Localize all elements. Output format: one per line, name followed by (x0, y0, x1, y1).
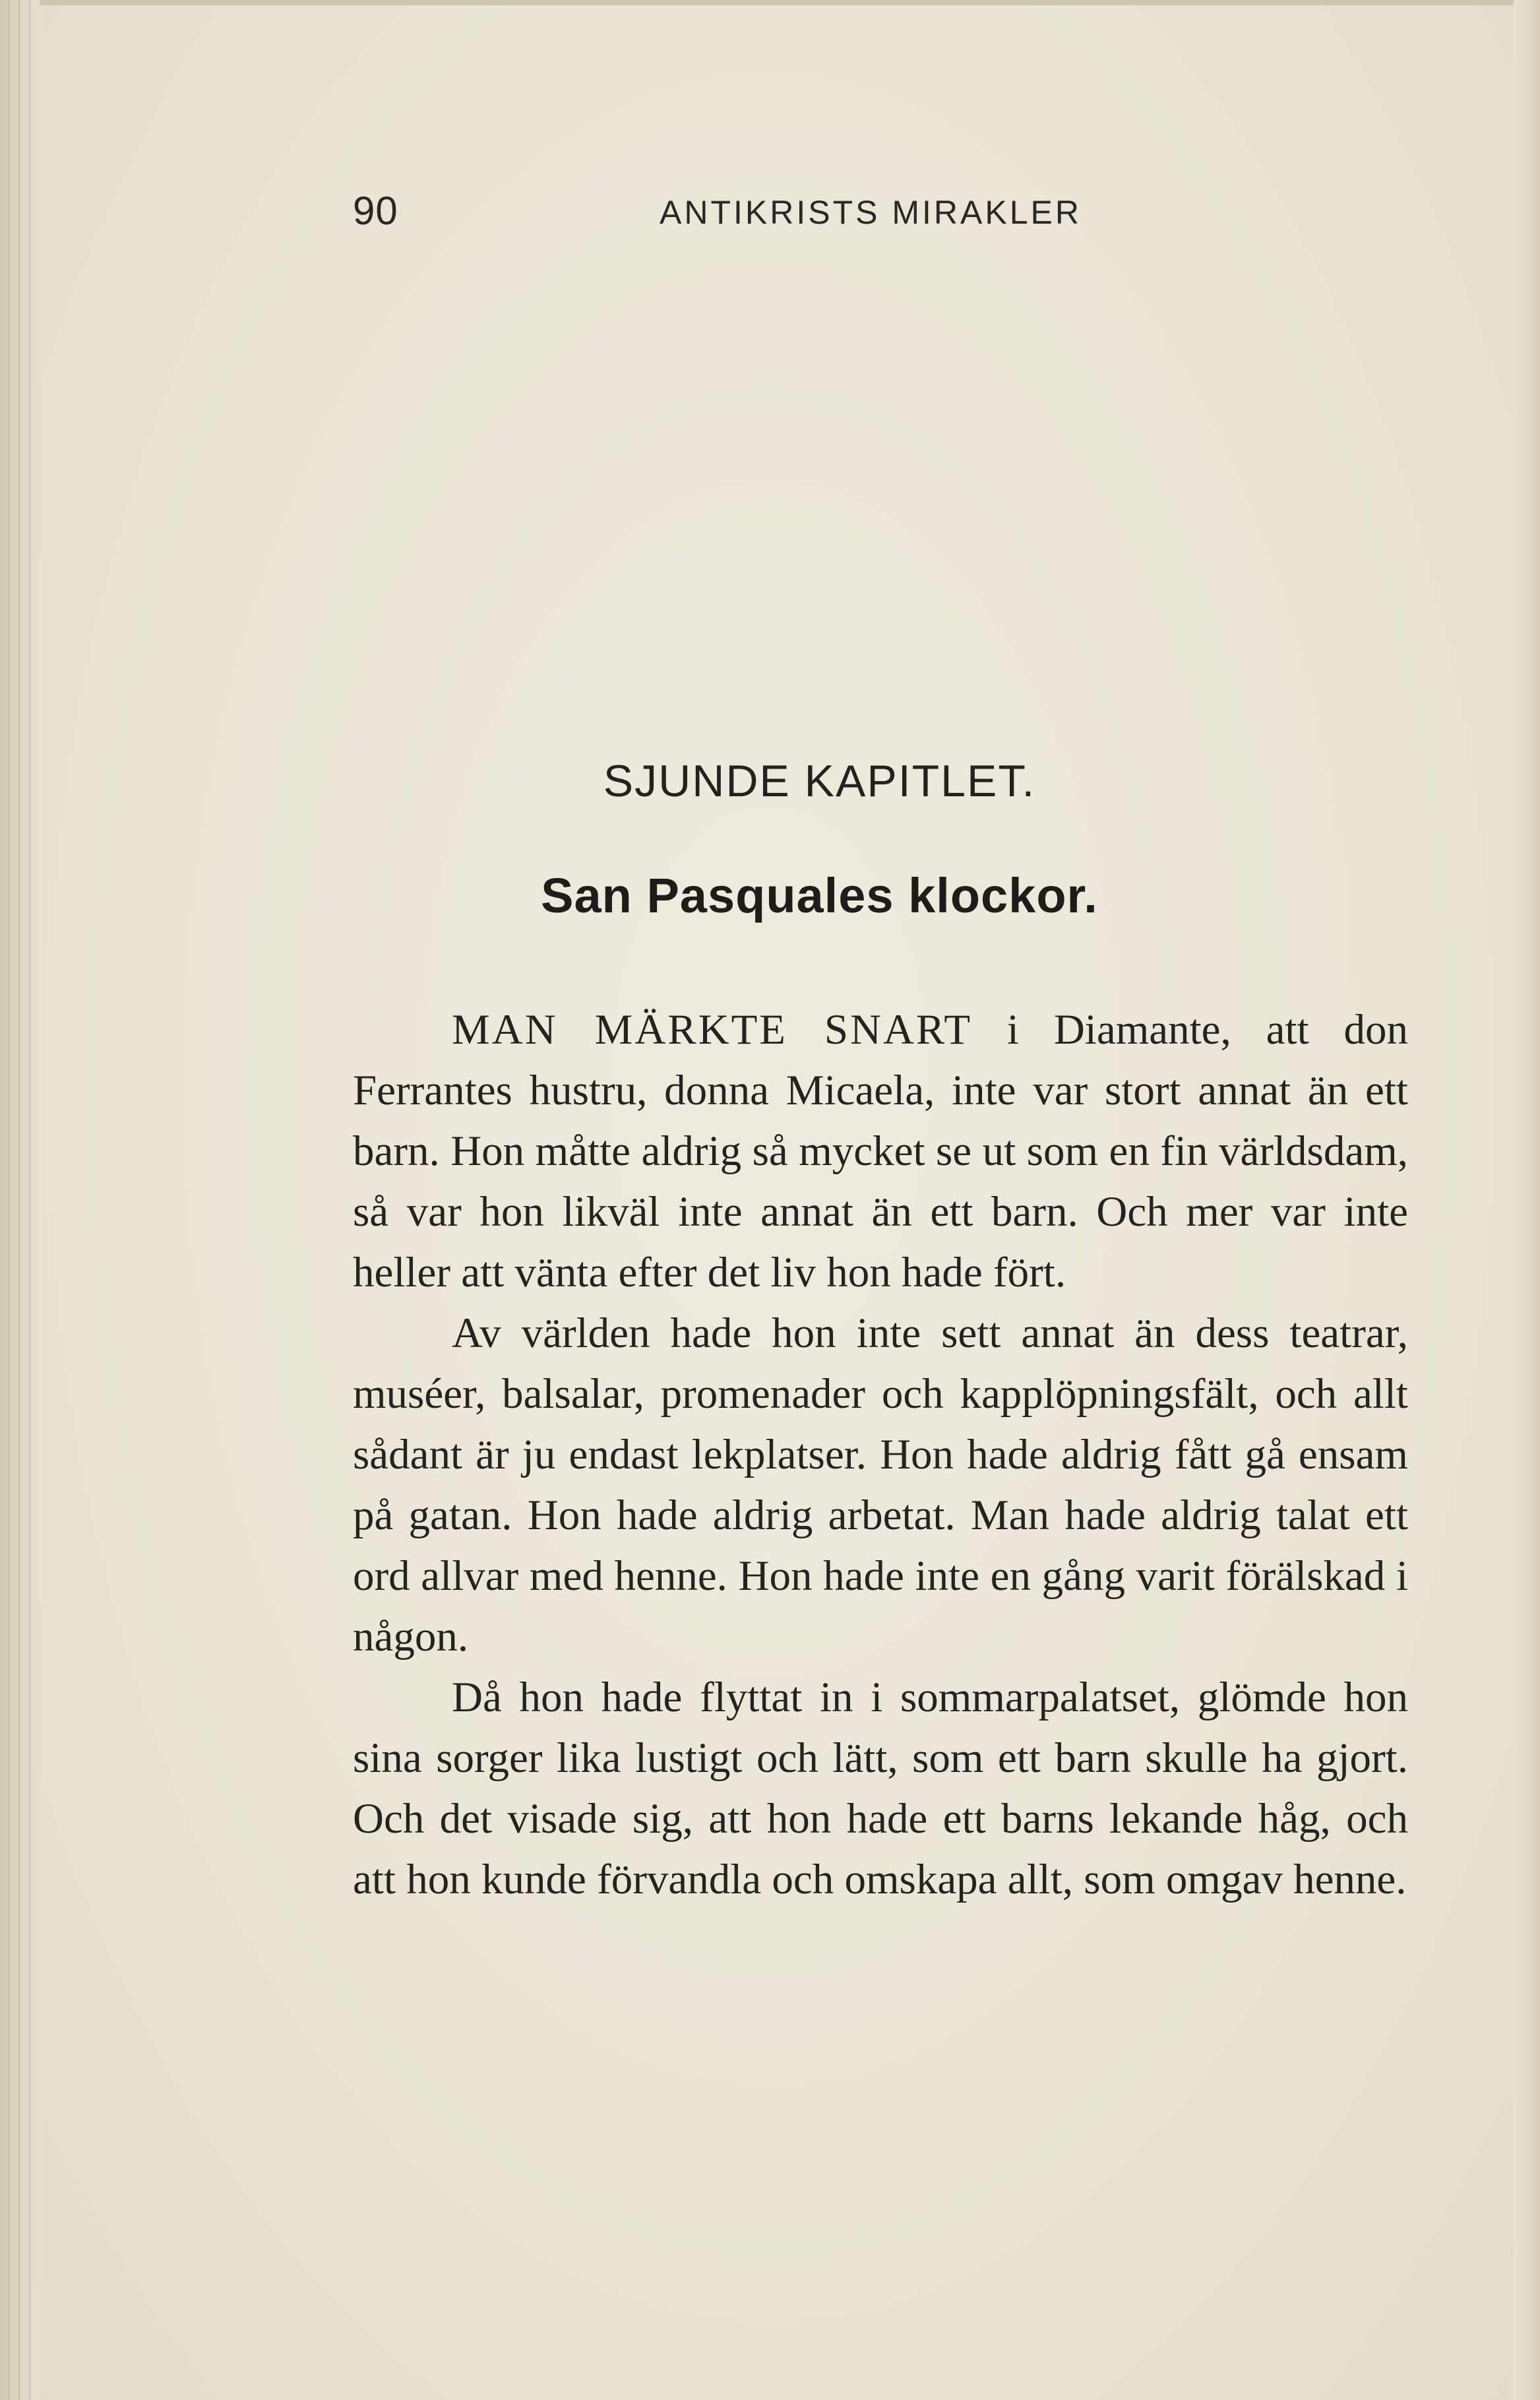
page-number: 90 (353, 189, 398, 233)
paragraph-text: Av världen hade hon inte sett annat än dess teatrar, muséer, balsalar, promenader och kapplöpningsfält, och allt sådant är ju endast lekplatser. Hon hade aldrig fått gå ensam på gatan. Hon hade aldrig arbetat. Man hade aldrig talat ett ord allvar med henne. Hon hade inte en gång varit förälskad i någon. (353, 1310, 1408, 1660)
paragraph (353, 999, 1408, 1303)
page-top-edge (0, 0, 1540, 5)
page-gutter (0, 0, 40, 2400)
page-right-edge (1514, 0, 1540, 2400)
running-head: ANTIKRISTS MIRAKLER (660, 194, 1082, 231)
body-text (353, 999, 1408, 1910)
paragraph-lead: MAN MÄRKTE SNART (452, 1006, 973, 1054)
gutter-line (29, 0, 30, 2400)
chapter-title: San Pasquales klockor. (541, 868, 1098, 923)
page-header (353, 188, 1154, 241)
paragraph-text: i Diamante, att don Ferrantes hustru, donna Micaela, inte var stort annat än ett barn. Hon måtte aldrig så mycket se ut som en fin världsdam, så var hon likväl inte annat än ett barn. Och mer var inte heller att vänta efter det liv hon hade fört. (353, 1006, 1408, 1296)
paragraph (353, 1303, 1408, 1667)
gutter-line (18, 0, 20, 2400)
paragraph-text: Då hon hade flyttat in i sommarpalatset, glömde hon sina sorger lika lustigt och lätt, som ett barn skulle ha gjort. Och det visade sig, att hon hade ett barns lekande håg, och att hon kunde förvandla och omskapa allt, som omgav henne. (353, 1674, 1408, 1903)
chapter-heading: SJUNDE KAPITLET. (603, 756, 1036, 806)
paragraph (353, 1667, 1408, 1910)
gutter-line (8, 0, 9, 2400)
